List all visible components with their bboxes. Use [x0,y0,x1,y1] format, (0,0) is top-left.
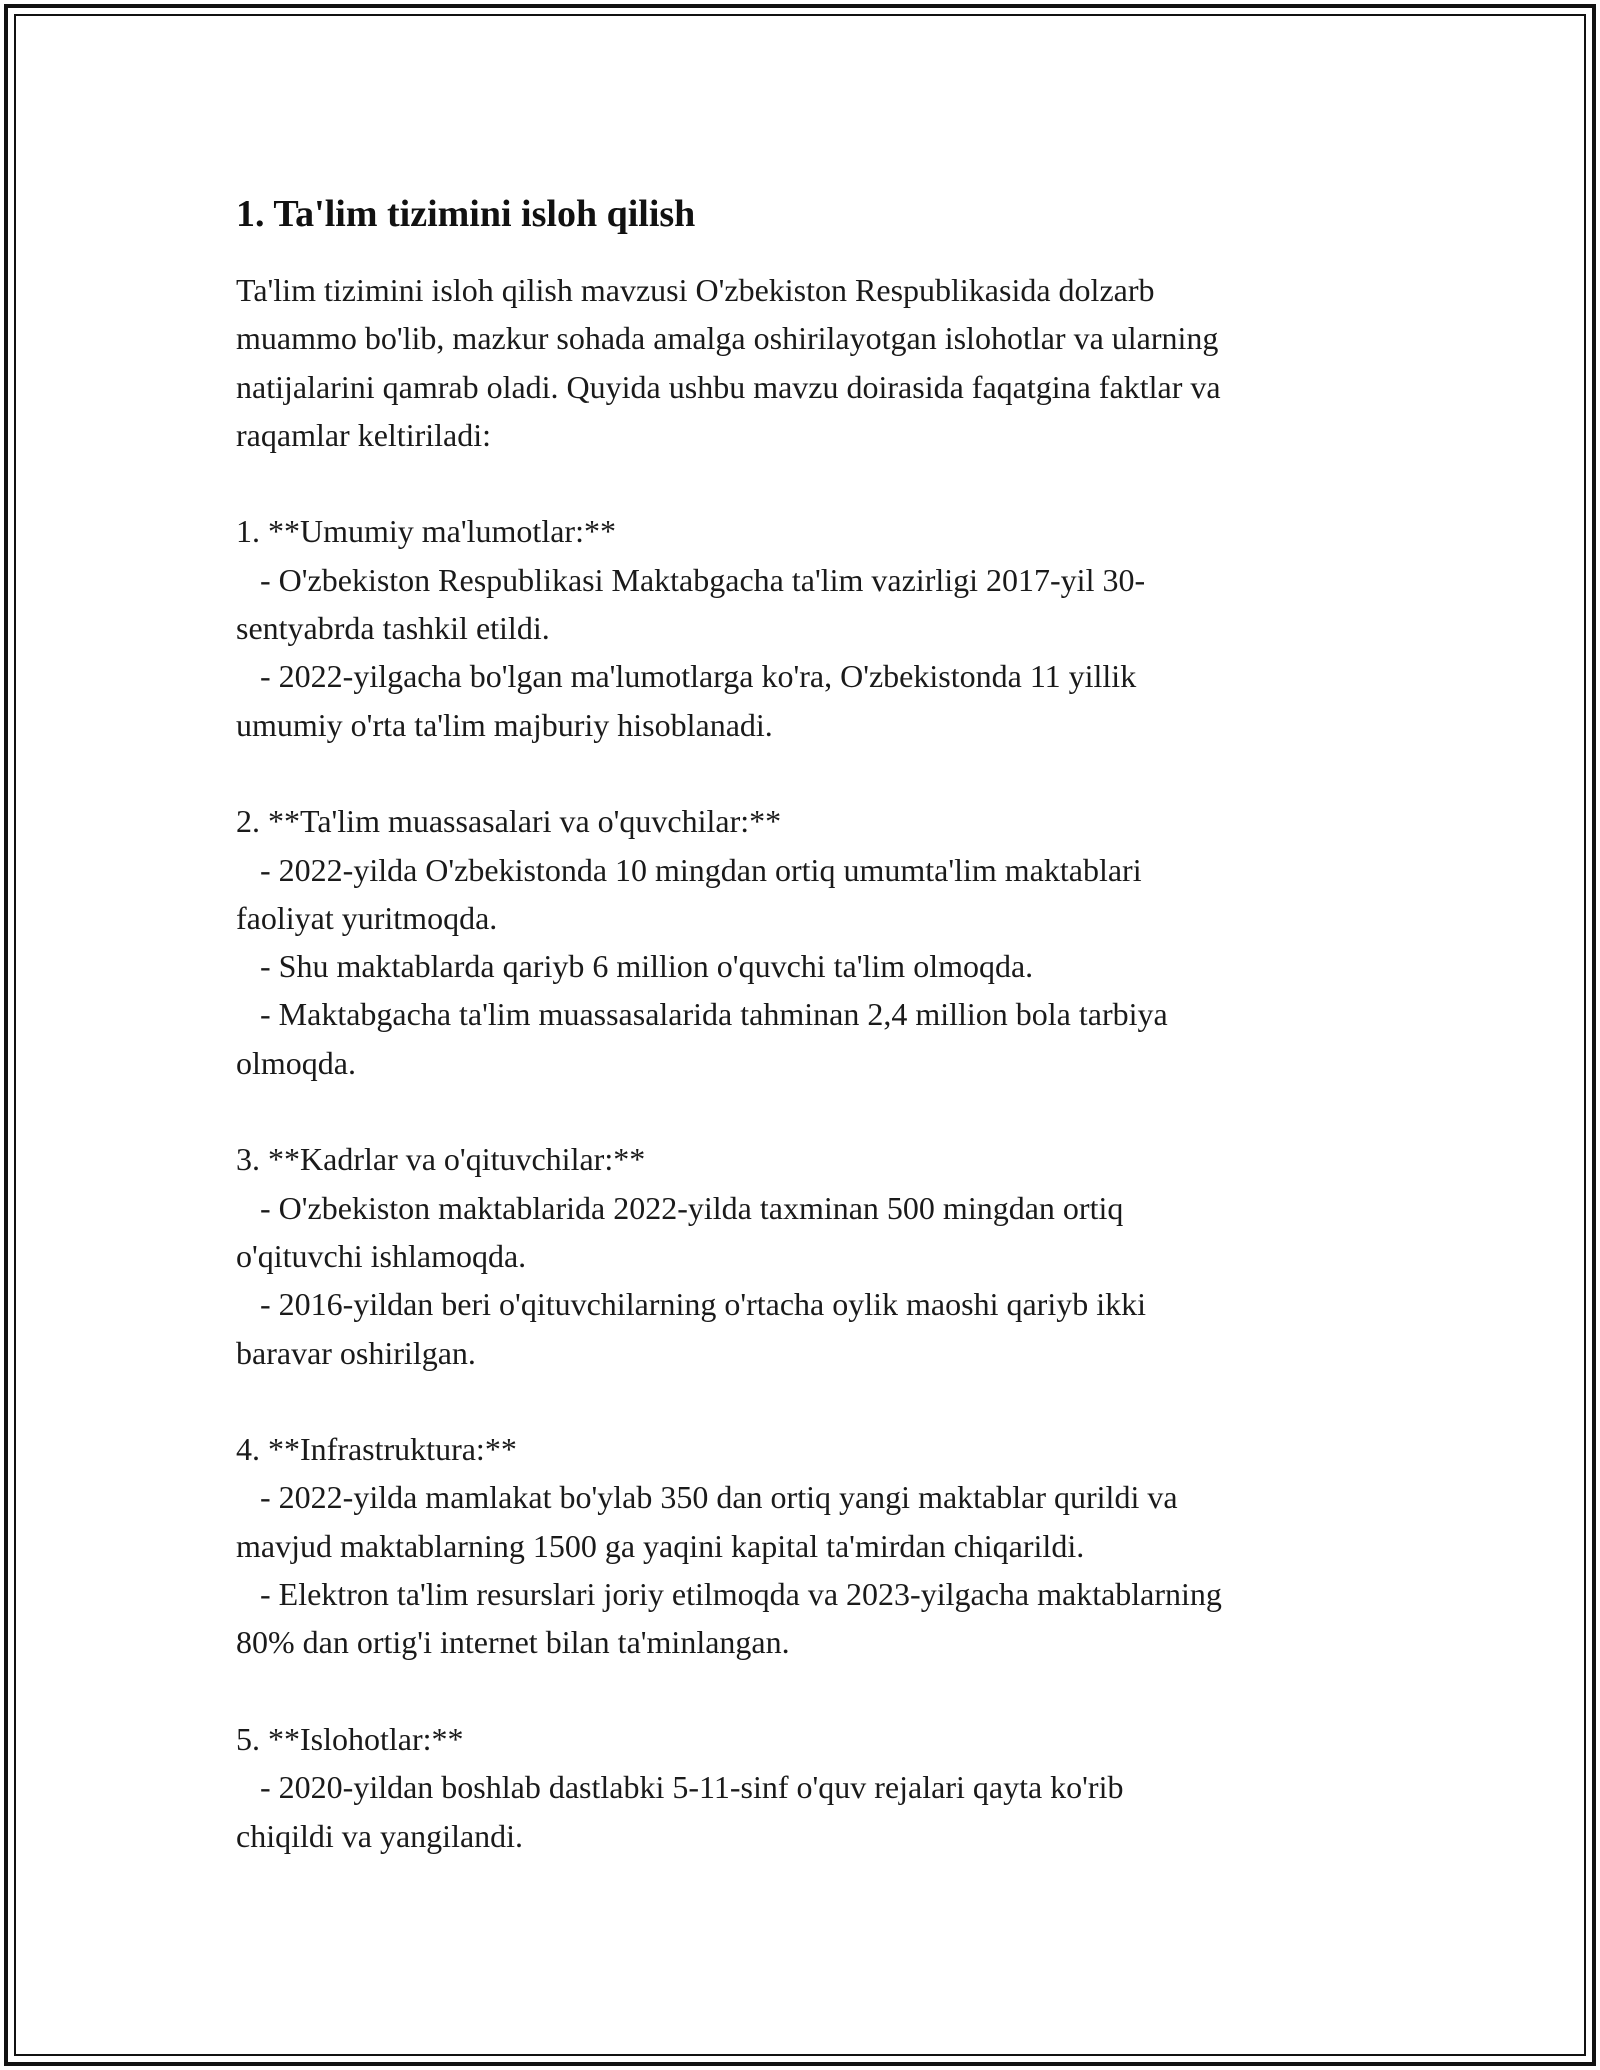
document-content [236,186,1396,1860]
document-body-text: Ta'lim tizimini isloh qilish mavzusi O'zbekiston Respublikasida dolzarb muammo bo'lib, mazkur sohada amalga oshirilayotgan islohotlar va ularning natijalarini qamrab oladi. Quyida ushbu mavzu doirasida faqatgina faktlar va raqamlar keltiriladi: 1. **Umumiy ma'lumotlar:** - O'zbekiston Respublikasi Maktabgacha ta'lim vazirligi 2017-yil 30- sentyabrda tashkil etildi. - 2022-yilgacha bo'lgan ma'lumotlarga ko'ra, O'zbekistonda 11 yillik umumiy o'rta ta'lim majburiy hisoblanadi. 2. **Ta'lim muassasalari va o'quvchilar:** - 2022-yilda O'zbekistonda 10 mingdan ortiq umumta'lim maktablari faoliyat yuritmoqda. - Shu maktablarda qariyb 6 million o'quvchi ta'lim olmoqda. - Maktabgacha ta'lim muassasalarida tahminan 2,4 million bola tarbiya olmoqda. 3. **Kadrlar va o'qituvchilar:** - O'zbekiston maktablarida 2022-yilda taxminan 500 mingdan ortiq o'qituvchi ishlamoqda. - 2016-yildan beri o'qituvchilarning o'rtacha oylik maoshi qariyb ikki baravar oshirilgan. 4. **Infrastruktura:** - 2022-yilda mamlakat bo'ylab 350 dan ortiq yangi maktablar qurildi va mavjud maktablarning 1500 ga yaqini kapital ta'mirdan chiqarildi. - Elektron ta'lim resurslari joriy etilmoqda va 2023-yilgacha maktablarning 80% dan ortig'i internet bilan ta'minlangan. 5. **Islohotlar:** - 2020-yildan boshlab dastlabki 5-11-sinf o'quv rejalari qayta ko'rib chiqildi va yangilandi. [236,272,1222,1854]
section-heading: 1. Ta'lim tizimini isloh qilish [236,193,696,235]
